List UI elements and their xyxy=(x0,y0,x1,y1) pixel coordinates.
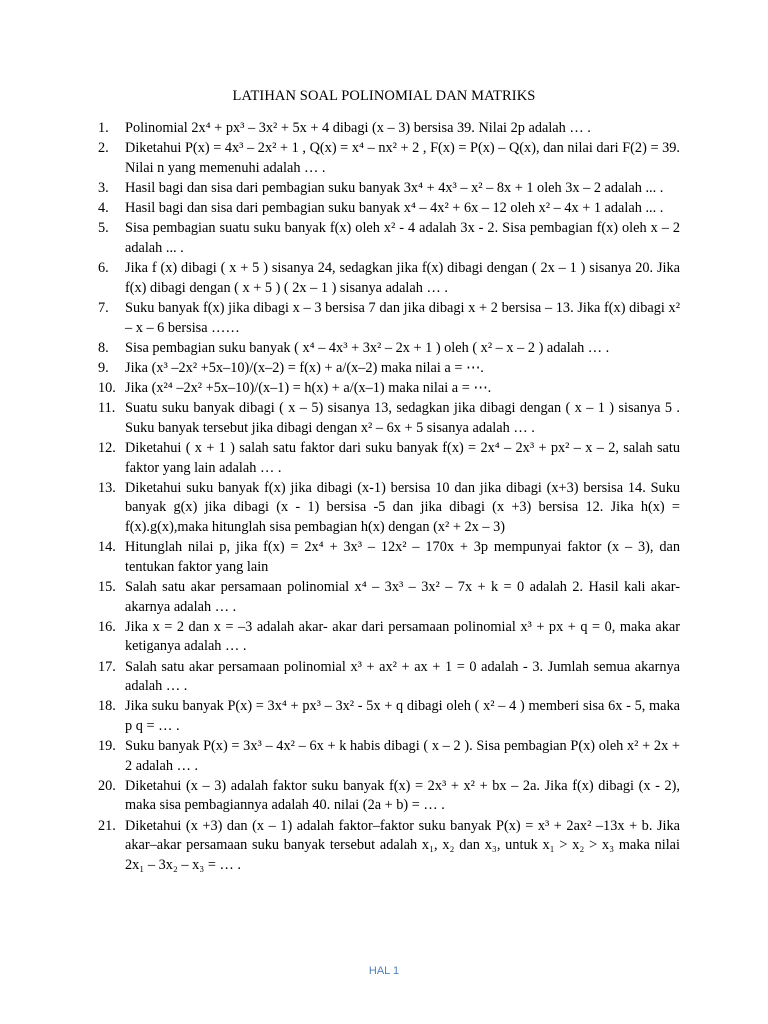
question-text: Diketahui ( x + 1 ) salah satu faktor dari suku banyak f(x) = 2x⁴ – 2x³ + px² – x – 2, salah satu faktor yang lain adalah … . xyxy=(125,440,680,476)
question-text: Diketahui suku banyak f(x) jika dibagi (x-1) bersisa 10 dan jika dibagi (x+3) bersisa 14. Suku banyak g(x) jika dibagi (x - 1) bersisa -5 dan jika dibagi (x +3) bersisa 12. Jika h(x) = f(x).g(x),maka hitunglah sisa pembagian h(x) dengan (x² + 2x – 3) xyxy=(125,479,680,535)
question-item xyxy=(98,399,680,438)
question-item xyxy=(98,119,680,139)
question-item xyxy=(98,618,680,657)
question-text: Hitunglah nilai p, jika f(x) = 2x⁴ + 3x³ – 12x² – 170x + 3p mempunyai faktor (x – 3), dan tentukan faktor yang lain xyxy=(125,539,680,575)
question-item xyxy=(98,697,680,736)
question-text: Polinomial 2x⁴ + px³ – 3x² + 5x + 4 dibagi (x – 3) bersisa 39. Nilai 2p adalah … . xyxy=(125,120,591,136)
question-item xyxy=(98,179,680,199)
question-item xyxy=(98,777,680,816)
question-text: Diketahui P(x) = 4x³ – 2x² + 1 , Q(x) = x⁴ – nx² + 2 , F(x) = P(x) – Q(x), dan nilai dari F(2) = 39. Nilai n yang memenuhi adalah … . xyxy=(125,140,680,176)
question-number: 11. xyxy=(98,400,116,417)
question-text: Salah satu akar persamaan polinomial x³ + ax² + ax + 1 = 0 adalah - 3. Jumlah semua akarnya adalah … . xyxy=(125,658,680,695)
question-item xyxy=(98,299,680,338)
question-list xyxy=(98,119,680,876)
question-number: 14. xyxy=(98,539,116,556)
question-item xyxy=(98,439,680,478)
question-item xyxy=(98,479,680,538)
question-number: 12. xyxy=(98,440,116,457)
question-text: Jika x = 2 dan x = –3 adalah akar- akar dari persamaan polinomial x³ + px + q = 0, maka akar ketiganya adalah … . xyxy=(125,618,680,655)
question-number: 7. xyxy=(98,299,109,316)
question-text: Suatu suku banyak dibagi ( x – 5) sisanya 13, sedagkan jika dibagi dengan ( x – 1 ) sisanya 5 . Suku banyak tersebut jika dibagi dengan x² – 6x + 5 sisanya adalah … . xyxy=(125,400,680,436)
question-number: 1. xyxy=(98,120,109,136)
question-item xyxy=(98,139,680,178)
question-number: 18. xyxy=(98,698,116,715)
question-item xyxy=(98,658,680,697)
question-number: 6. xyxy=(98,260,109,277)
question-item xyxy=(98,219,680,258)
question-number: 16. xyxy=(98,618,116,635)
question-text: Jika f (x) dibagi ( x + 5 ) sisanya 24, sedagkan jika f(x) dibagi dengan ( 2x – 1 ) sisanya 20. Jika f(x) dibagi dengan ( x + 5 ) ( 2x – 1 ) sisanya adalah … . xyxy=(125,260,680,296)
question-text: Jika (x³ –2x² +5x–10)/(x–2) = f(x) + a/(x–2) maka nilai a = ⋯. xyxy=(125,359,484,376)
question-text: Suku banyak f(x) jika dibagi x – 3 bersisa 7 dan jika dibagi x + 2 bersisa – 13. Jika f(x) dibagi x² – x – 6 bersisa …… xyxy=(125,299,680,336)
question-number: 4. xyxy=(98,200,109,217)
question-number: 19. xyxy=(98,738,116,755)
question-text: Diketahui (x +3) dan (x – 1) adalah faktor–faktor suku banyak P(x) = x³ + 2ax² –13x + b. Jika akar–akar persamaan suku banyak tersebut adalah x₁, x₂ dan x₃, untuk x₁ > x₂ > x₃ maka nilai 2x₁ – 3x₂ – x₃ = … . xyxy=(125,817,680,873)
question-item xyxy=(98,259,680,298)
question-number: 2. xyxy=(98,140,109,157)
question-item xyxy=(98,737,680,776)
question-item xyxy=(98,538,680,577)
question-number: 9. xyxy=(98,359,109,376)
question-number: 10. xyxy=(98,380,116,397)
question-text: Sisa pembagian suatu suku banyak f(x) oleh x² - 4 adalah 3x - 2. Sisa pembagian f(x) oleh x – 2 adalah ... . xyxy=(125,220,680,256)
question-text: Diketahui (x – 3) adalah faktor suku banyak f(x) = 2x³ + x² + bx – 2a. Jika f(x) dibagi (x - 2), maka sisa pembagiannya adalah 40. nilai (2a + b) = … . xyxy=(125,777,680,814)
question-item xyxy=(98,578,680,617)
question-item xyxy=(98,199,680,219)
question-number: 3. xyxy=(98,179,109,196)
question-number: 13. xyxy=(98,479,116,496)
question-item xyxy=(98,359,680,379)
question-number: 8. xyxy=(98,339,109,356)
question-number: 21. xyxy=(98,817,116,834)
question-number: 20. xyxy=(98,777,116,794)
question-text: Jika suku banyak P(x) = 3x⁴ + px³ – 3x² - 5x + q dibagi oleh ( x² – 4 ) memberi sisa 6x - 5, maka p q = … . xyxy=(125,698,680,734)
question-text: Hasil bagi dan sisa dari pembagian suku banyak x⁴ – 4x² + 6x – 12 oleh x² – 4x + 1 adalah ... . xyxy=(125,200,664,217)
question-item xyxy=(98,379,680,399)
question-text: Hasil bagi dan sisa dari pembagian suku banyak 3x⁴ + 4x³ – x² – 8x + 1 oleh 3x – 2 adalah ... . xyxy=(125,179,664,196)
question-item xyxy=(98,339,680,359)
question-text: Suku banyak P(x) = 3x³ – 4x² – 6x + k habis dibagi ( x – 2 ). Sisa pembagian P(x) oleh x² + 2x + 2 adalah … . xyxy=(125,738,680,774)
question-text: Sisa pembagian suku banyak ( x⁴ – 4x³ + 3x² – 2x + 1 ) oleh ( x² – x – 2 ) adalah … . xyxy=(125,339,610,356)
question-number: 15. xyxy=(98,578,116,595)
question-number: 17. xyxy=(98,658,116,675)
page-title: LATIHAN SOAL POLINOMIAL DAN MATRIKS xyxy=(232,88,536,104)
question-item xyxy=(98,817,680,876)
page-number-footer: HAL 1 xyxy=(368,965,400,977)
question-number: 5. xyxy=(98,220,109,237)
question-text: Jika (x²⁴ –2x² +5x–10)/(x–1) = h(x) + a/(x–1) maka nilai a = ⋯. xyxy=(125,380,492,397)
question-text: Salah satu akar persamaan polinomial x⁴ – 3x³ – 3x² – 7x + k = 0 adalah 2. Hasil kali akar- akarnya adalah … . xyxy=(125,578,680,615)
